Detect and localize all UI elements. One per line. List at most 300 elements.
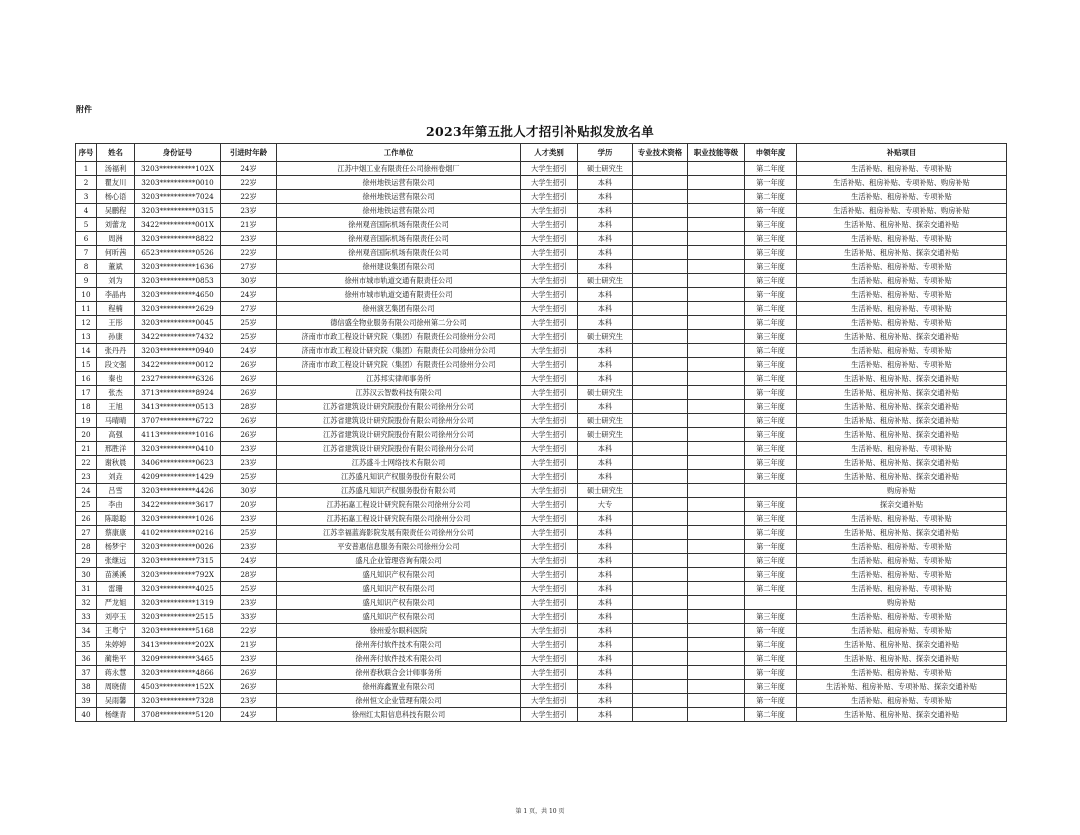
header-cell: 人才类别	[521, 144, 578, 162]
table-cell: 3203**********7328	[135, 694, 221, 708]
table-cell: 段文强	[97, 358, 135, 372]
table-cell	[633, 540, 688, 554]
table-row	[76, 302, 1007, 316]
table-cell	[633, 666, 688, 680]
table-row	[76, 484, 1007, 498]
table-cell: 生活补贴、租房补贴、探亲交通补贴	[797, 708, 1007, 722]
table-cell: 江苏省建筑设计研究院股份有限公司徐州分公司	[277, 414, 521, 428]
table-cell: 21岁	[221, 218, 277, 232]
table-cell: 25岁	[221, 316, 277, 330]
table-cell: 杨梦宇	[97, 540, 135, 554]
table-cell	[688, 428, 745, 442]
table-cell: 盛凡知识产权有限公司	[277, 568, 521, 582]
table-cell: 27岁	[221, 302, 277, 316]
table-cell: 第一年度	[745, 386, 797, 400]
table-cell: 第二年度	[745, 526, 797, 540]
table-cell: 平安普惠信息服务有限公司徐州分公司	[277, 540, 521, 554]
table-cell: 江苏拓嘉工程设计研究院有限公司徐州分公司	[277, 498, 521, 512]
table-cell: 21岁	[221, 638, 277, 652]
table-cell	[633, 232, 688, 246]
table-cell: 江苏汉云智数科技有限公司	[277, 386, 521, 400]
table-cell: 生活补贴、租房补贴、探亲交通补贴	[797, 372, 1007, 386]
table-row	[76, 568, 1007, 582]
table-cell: 江苏省建筑设计研究院股份有限公司徐州分公司	[277, 400, 521, 414]
table-cell: 3203**********4025	[135, 582, 221, 596]
table-cell: 生活补贴、租房补贴、探亲交通补贴	[797, 638, 1007, 652]
table-row	[76, 190, 1007, 204]
table-cell	[688, 666, 745, 680]
table-row	[76, 274, 1007, 288]
table-cell: 大学生招引	[521, 540, 578, 554]
table-cell: 第三年度	[745, 554, 797, 568]
table-row	[76, 232, 1007, 246]
table-cell: 3203**********4650	[135, 288, 221, 302]
table-cell	[633, 414, 688, 428]
table-cell: 第三年度	[745, 610, 797, 624]
table-cell: 17	[76, 386, 97, 400]
header-cell: 职业技能等级	[688, 144, 745, 162]
table-cell: 硕士研究生	[578, 428, 633, 442]
table-cell: 4	[76, 204, 97, 218]
table-cell: 本科	[578, 176, 633, 190]
table-cell: 王粤宁	[97, 624, 135, 638]
table-cell: 大学生招引	[521, 330, 578, 344]
table-cell	[745, 484, 797, 498]
table-cell: 第二年度	[745, 708, 797, 722]
table-cell: 徐州演艺集团有限公司	[277, 302, 521, 316]
header-cell: 学历	[578, 144, 633, 162]
table-cell: 本科	[578, 652, 633, 666]
table-cell	[633, 456, 688, 470]
table-row	[76, 344, 1007, 358]
table-cell: 第三年度	[745, 568, 797, 582]
table-cell: 生活补贴、租房补贴、专项补贴	[797, 582, 1007, 596]
table-cell: 生活补贴、租房补贴、专项补贴	[797, 442, 1007, 456]
table-cell: 30	[76, 568, 97, 582]
table-cell	[745, 596, 797, 610]
table-cell: 第三年度	[745, 442, 797, 456]
table-cell: 汤福利	[97, 162, 135, 176]
table-cell	[688, 638, 745, 652]
table-cell: 江苏省建筑设计研究院股份有限公司徐州分公司	[277, 442, 521, 456]
table-cell	[633, 484, 688, 498]
table-cell: 生活补贴、租房补贴、探亲交通补贴	[797, 456, 1007, 470]
table-cell: 本科	[578, 666, 633, 680]
table-cell: 徐州建设集团有限公司	[277, 260, 521, 274]
table-cell: 大学生招引	[521, 176, 578, 190]
table-cell: 大学生招引	[521, 302, 578, 316]
table-cell	[688, 624, 745, 638]
table-cell	[688, 414, 745, 428]
table-cell: 本科	[578, 204, 633, 218]
table-row	[76, 162, 1007, 176]
table-cell: 徐州观音国际机场有限责任公司	[277, 246, 521, 260]
table-cell: 徐州海鑫置业有限公司	[277, 680, 521, 694]
table-cell	[688, 344, 745, 358]
table-cell: 23岁	[221, 456, 277, 470]
table-cell: 3413**********202X	[135, 638, 221, 652]
table-row	[76, 512, 1007, 526]
table-cell: 生活补贴、租房补贴、专项补贴	[797, 554, 1007, 568]
table-cell: 38	[76, 680, 97, 694]
table-cell	[633, 498, 688, 512]
table-cell: 大学生招引	[521, 582, 578, 596]
table-cell	[688, 204, 745, 218]
table-cell: 24岁	[221, 554, 277, 568]
table-cell: 34	[76, 624, 97, 638]
table-cell: 生活补贴、租房补贴、专项补贴、探亲交通补贴	[797, 680, 1007, 694]
table-cell: 大学生招引	[521, 162, 578, 176]
table-cell: 生活补贴、租房补贴、专项补贴	[797, 260, 1007, 274]
table-cell: 杨心语	[97, 190, 135, 204]
table-cell: 35	[76, 638, 97, 652]
table-row	[76, 246, 1007, 260]
table-cell: 6	[76, 232, 97, 246]
table-cell: 孙康	[97, 330, 135, 344]
table-cell: 生活补贴、租房补贴、专项补贴	[797, 358, 1007, 372]
table-cell: 3203**********8822	[135, 232, 221, 246]
table-cell: 第二年度	[745, 652, 797, 666]
table-cell: 陈聪聪	[97, 512, 135, 526]
table-cell: 26岁	[221, 372, 277, 386]
table-cell	[688, 288, 745, 302]
table-row	[76, 260, 1007, 274]
header-cell: 申领年度	[745, 144, 797, 162]
table-cell: 生活补贴、租房补贴、探亲交通补贴	[797, 400, 1007, 414]
table-cell: 生活补贴、租房补贴、专项补贴	[797, 288, 1007, 302]
table-row	[76, 218, 1007, 232]
table-cell: 第三年度	[745, 246, 797, 260]
subsidy-table	[75, 143, 1007, 722]
table-cell	[688, 554, 745, 568]
table-cell: 25岁	[221, 526, 277, 540]
table-cell	[633, 428, 688, 442]
table-cell: 王旭	[97, 400, 135, 414]
table-cell: 24	[76, 484, 97, 498]
table-cell: 江苏幸福蓝海影院发展有限责任公司徐州分公司	[277, 526, 521, 540]
table-cell: 本科	[578, 218, 633, 232]
table-cell	[688, 498, 745, 512]
table-cell	[633, 344, 688, 358]
table-cell: 3422**********001X	[135, 218, 221, 232]
table-cell: 大学生招引	[521, 414, 578, 428]
table-cell: 蔺艳平	[97, 652, 135, 666]
table-cell: 徐州地铁运营有限公司	[277, 176, 521, 190]
table-cell: 严龙姐	[97, 596, 135, 610]
table-cell: 3203**********0045	[135, 316, 221, 330]
table-cell: 3203**********102X	[135, 162, 221, 176]
table-cell: 本科	[578, 610, 633, 624]
table-cell: 3209**********3465	[135, 652, 221, 666]
table-cell: 生活补贴、租房补贴、探亲交通补贴	[797, 246, 1007, 260]
table-cell: 生活补贴、租房补贴、专项补贴、购房补贴	[797, 176, 1007, 190]
table-row	[76, 526, 1007, 540]
table-row	[76, 288, 1007, 302]
table-cell: 本科	[578, 316, 633, 330]
table-cell: 4102**********0216	[135, 526, 221, 540]
table-cell: 徐州春秋联合会计师事务所	[277, 666, 521, 680]
table-cell: 25岁	[221, 470, 277, 484]
table-cell: 大学生招引	[521, 386, 578, 400]
table-cell: 3406**********0623	[135, 456, 221, 470]
table-cell	[633, 162, 688, 176]
table-cell: 3203**********7024	[135, 190, 221, 204]
table-cell: 3203**********0940	[135, 344, 221, 358]
table-cell: 1	[76, 162, 97, 176]
attachment-label: 附件	[76, 105, 92, 114]
table-cell	[633, 330, 688, 344]
table-cell: 第二年度	[745, 302, 797, 316]
table-cell: 第三年度	[745, 680, 797, 694]
table-cell: 盛凡知识产权有限公司	[277, 596, 521, 610]
table-row	[76, 498, 1007, 512]
table-cell: 江苏拓嘉工程设计研究院有限公司徐州分公司	[277, 512, 521, 526]
table-row	[76, 456, 1007, 470]
table-cell: 王彤	[97, 316, 135, 330]
table-cell: 23岁	[221, 652, 277, 666]
table-cell: 39	[76, 694, 97, 708]
table-cell: 22岁	[221, 176, 277, 190]
table-cell	[633, 638, 688, 652]
table-cell: 22	[76, 456, 97, 470]
table-cell: 3708**********5120	[135, 708, 221, 722]
table-cell	[633, 694, 688, 708]
table-cell: 大学生招引	[521, 708, 578, 722]
table-cell: 本科	[578, 708, 633, 722]
table-cell: 生活补贴、租房补贴、专项补贴	[797, 624, 1007, 638]
table-cell	[633, 400, 688, 414]
table-cell: 生活补贴、租房补贴、探亲交通补贴	[797, 218, 1007, 232]
table-cell	[688, 526, 745, 540]
table-cell	[688, 568, 745, 582]
table-cell: 生活补贴、租房补贴、探亲交通补贴	[797, 414, 1007, 428]
table-row	[76, 596, 1007, 610]
table-cell: 26岁	[221, 666, 277, 680]
table-cell: 3203**********4866	[135, 666, 221, 680]
table-cell: 本科	[578, 456, 633, 470]
table-cell: 济南市市政工程设计研究院（集团）有限责任公司徐州分公司	[277, 330, 521, 344]
table-cell	[688, 484, 745, 498]
table-cell: 硕士研究生	[578, 162, 633, 176]
table-cell: 21	[76, 442, 97, 456]
table-header	[76, 144, 1007, 162]
table-cell: 第三年度	[745, 470, 797, 484]
table-row	[76, 358, 1007, 372]
table-cell	[688, 260, 745, 274]
table-cell: 本科	[578, 260, 633, 274]
table-cell	[633, 526, 688, 540]
table-cell: 19	[76, 414, 97, 428]
table-cell: 大学生招引	[521, 400, 578, 414]
table-cell: 徐州市城市轨道交通有限责任公司	[277, 274, 521, 288]
table-cell: 本科	[578, 568, 633, 582]
table-cell: 30岁	[221, 484, 277, 498]
table-cell: 大学生招引	[521, 680, 578, 694]
table-cell: 本科	[578, 288, 633, 302]
table-cell: 生活补贴、租房补贴、专项补贴	[797, 666, 1007, 680]
table-cell: 3203**********792X	[135, 568, 221, 582]
table-cell: 本科	[578, 190, 633, 204]
table-cell: 3203**********0853	[135, 274, 221, 288]
table-cell: 高强	[97, 428, 135, 442]
table-cell	[688, 386, 745, 400]
table-cell	[633, 316, 688, 330]
table-cell: 37	[76, 666, 97, 680]
table-cell: 大学生招引	[521, 596, 578, 610]
table-cell: 第三年度	[745, 512, 797, 526]
table-cell	[633, 582, 688, 596]
table-cell: 大学生招引	[521, 344, 578, 358]
table-cell: 3203**********0026	[135, 540, 221, 554]
header-cell: 专业技术资格	[633, 144, 688, 162]
table-cell: 36	[76, 652, 97, 666]
table-row	[76, 428, 1007, 442]
table-cell: 26岁	[221, 428, 277, 442]
table-cell	[633, 176, 688, 190]
table-cell: 22岁	[221, 624, 277, 638]
table-cell: 徐州奔付软件技术有限公司	[277, 638, 521, 652]
table-row	[76, 708, 1007, 722]
table-cell: 邢胜洋	[97, 442, 135, 456]
table-cell	[688, 358, 745, 372]
table-cell: 大学生招引	[521, 568, 578, 582]
table-cell: 18	[76, 400, 97, 414]
table-cell: 第二年度	[745, 638, 797, 652]
table-cell: 大学生招引	[521, 204, 578, 218]
table-cell	[688, 302, 745, 316]
table-cell: 本科	[578, 470, 633, 484]
table-cell: 10	[76, 288, 97, 302]
table-cell: 大学生招引	[521, 372, 578, 386]
table-cell: 5	[76, 218, 97, 232]
table-cell: 徐州市城市轨道交通有限责任公司	[277, 288, 521, 302]
page-footer: 第 1 页，共 10 页	[515, 808, 565, 815]
table-row	[76, 554, 1007, 568]
table-cell: 28岁	[221, 568, 277, 582]
header-cell: 姓名	[97, 144, 135, 162]
table-cell	[688, 512, 745, 526]
table-cell: 朱婷婷	[97, 638, 135, 652]
table-row	[76, 442, 1007, 456]
header-cell: 身份证号	[135, 144, 221, 162]
table-cell: 生活补贴、租房补贴、探亲交通补贴	[797, 386, 1007, 400]
table-cell: 15	[76, 358, 97, 372]
table-cell: 生活补贴、租房补贴、探亲交通补贴	[797, 428, 1007, 442]
table-cell	[688, 316, 745, 330]
table-cell: 8	[76, 260, 97, 274]
table-cell: 28岁	[221, 400, 277, 414]
table-cell: 大学生招引	[521, 442, 578, 456]
table-cell: 苗溪溪	[97, 568, 135, 582]
table-cell: 马晴晴	[97, 414, 135, 428]
table-cell: 大学生招引	[521, 638, 578, 652]
header-cell: 序号	[76, 144, 97, 162]
table-cell: 第三年度	[745, 218, 797, 232]
table-cell: 第三年度	[745, 428, 797, 442]
table-cell: 硕士研究生	[578, 330, 633, 344]
table-cell: 本科	[578, 680, 633, 694]
table-cell: 生活补贴、租房补贴、专项补贴	[797, 610, 1007, 624]
table-cell: 生活补贴、租房补贴、专项补贴	[797, 316, 1007, 330]
table-cell: 27岁	[221, 260, 277, 274]
table-cell	[633, 680, 688, 694]
table-cell	[633, 442, 688, 456]
table-cell	[633, 288, 688, 302]
table-cell: 大学生招引	[521, 470, 578, 484]
table-cell: 吴雨馨	[97, 694, 135, 708]
table-cell	[688, 470, 745, 484]
table-cell	[633, 386, 688, 400]
table-cell: 江苏邦实律师事务所	[277, 372, 521, 386]
table-cell: 生活补贴、租房补贴、专项补贴	[797, 232, 1007, 246]
table-cell: 16	[76, 372, 97, 386]
table-cell	[633, 190, 688, 204]
table-cell: 29	[76, 554, 97, 568]
table-cell: 大学生招引	[521, 652, 578, 666]
table-cell	[688, 540, 745, 554]
table-cell: 生活补贴、租房补贴、探亲交通补贴	[797, 526, 1007, 540]
table-cell: 本科	[578, 372, 633, 386]
table-cell: 生活补贴、租房补贴、专项补贴、购房补贴	[797, 204, 1007, 218]
table-cell: 江苏盛凡知识产权服务股份有限公司	[277, 484, 521, 498]
table-cell: 大学生招引	[521, 694, 578, 708]
table-cell: 盛凡企业管理咨询有限公司	[277, 554, 521, 568]
table-cell: 大学生招引	[521, 274, 578, 288]
table-row	[76, 386, 1007, 400]
table-cell: 大学生招引	[521, 260, 578, 274]
table-cell: 第一年度	[745, 666, 797, 680]
table-cell: 徐州观音国际机场有限责任公司	[277, 218, 521, 232]
table-cell: 26	[76, 512, 97, 526]
table-cell: 3203**********0410	[135, 442, 221, 456]
table-cell: 3203**********2629	[135, 302, 221, 316]
table-cell: 第三年度	[745, 274, 797, 288]
table-cell: 生活补贴、租房补贴、专项补贴	[797, 568, 1007, 582]
table-cell	[633, 554, 688, 568]
table-cell: 张杰	[97, 386, 135, 400]
table-cell: 大学生招引	[521, 610, 578, 624]
table-cell	[688, 190, 745, 204]
table-cell: 德信盛全物业服务有限公司徐州第二分公司	[277, 316, 521, 330]
table-cell: 硕士研究生	[578, 414, 633, 428]
table-cell: 3203**********2515	[135, 610, 221, 624]
table-row	[76, 610, 1007, 624]
table-cell: 13	[76, 330, 97, 344]
table-cell	[688, 246, 745, 260]
table-cell: 生活补贴、租房补贴、探亲交通补贴	[797, 330, 1007, 344]
table-cell: 徐州恒文企业管理有限公司	[277, 694, 521, 708]
table-row	[76, 470, 1007, 484]
table-cell: 第三年度	[745, 414, 797, 428]
table-cell: 本科	[578, 302, 633, 316]
table-cell	[688, 330, 745, 344]
table-cell: 瞿友川	[97, 176, 135, 190]
table-cell: 3422**********7432	[135, 330, 221, 344]
table-cell: 3203**********5168	[135, 624, 221, 638]
table-cell: 江苏中烟工业有限责任公司徐州卷烟厂	[277, 162, 521, 176]
table-cell	[633, 470, 688, 484]
table-cell: 25	[76, 498, 97, 512]
table-cell: 徐州观音国际机场有限责任公司	[277, 232, 521, 246]
table-cell	[633, 246, 688, 260]
table-cell: 本科	[578, 582, 633, 596]
table-cell: 第二年度	[745, 372, 797, 386]
table-cell	[633, 358, 688, 372]
table-cell	[633, 218, 688, 232]
table-cell: 第二年度	[745, 162, 797, 176]
table-cell: 26岁	[221, 386, 277, 400]
table-cell: 盛凡知识产权有限公司	[277, 610, 521, 624]
